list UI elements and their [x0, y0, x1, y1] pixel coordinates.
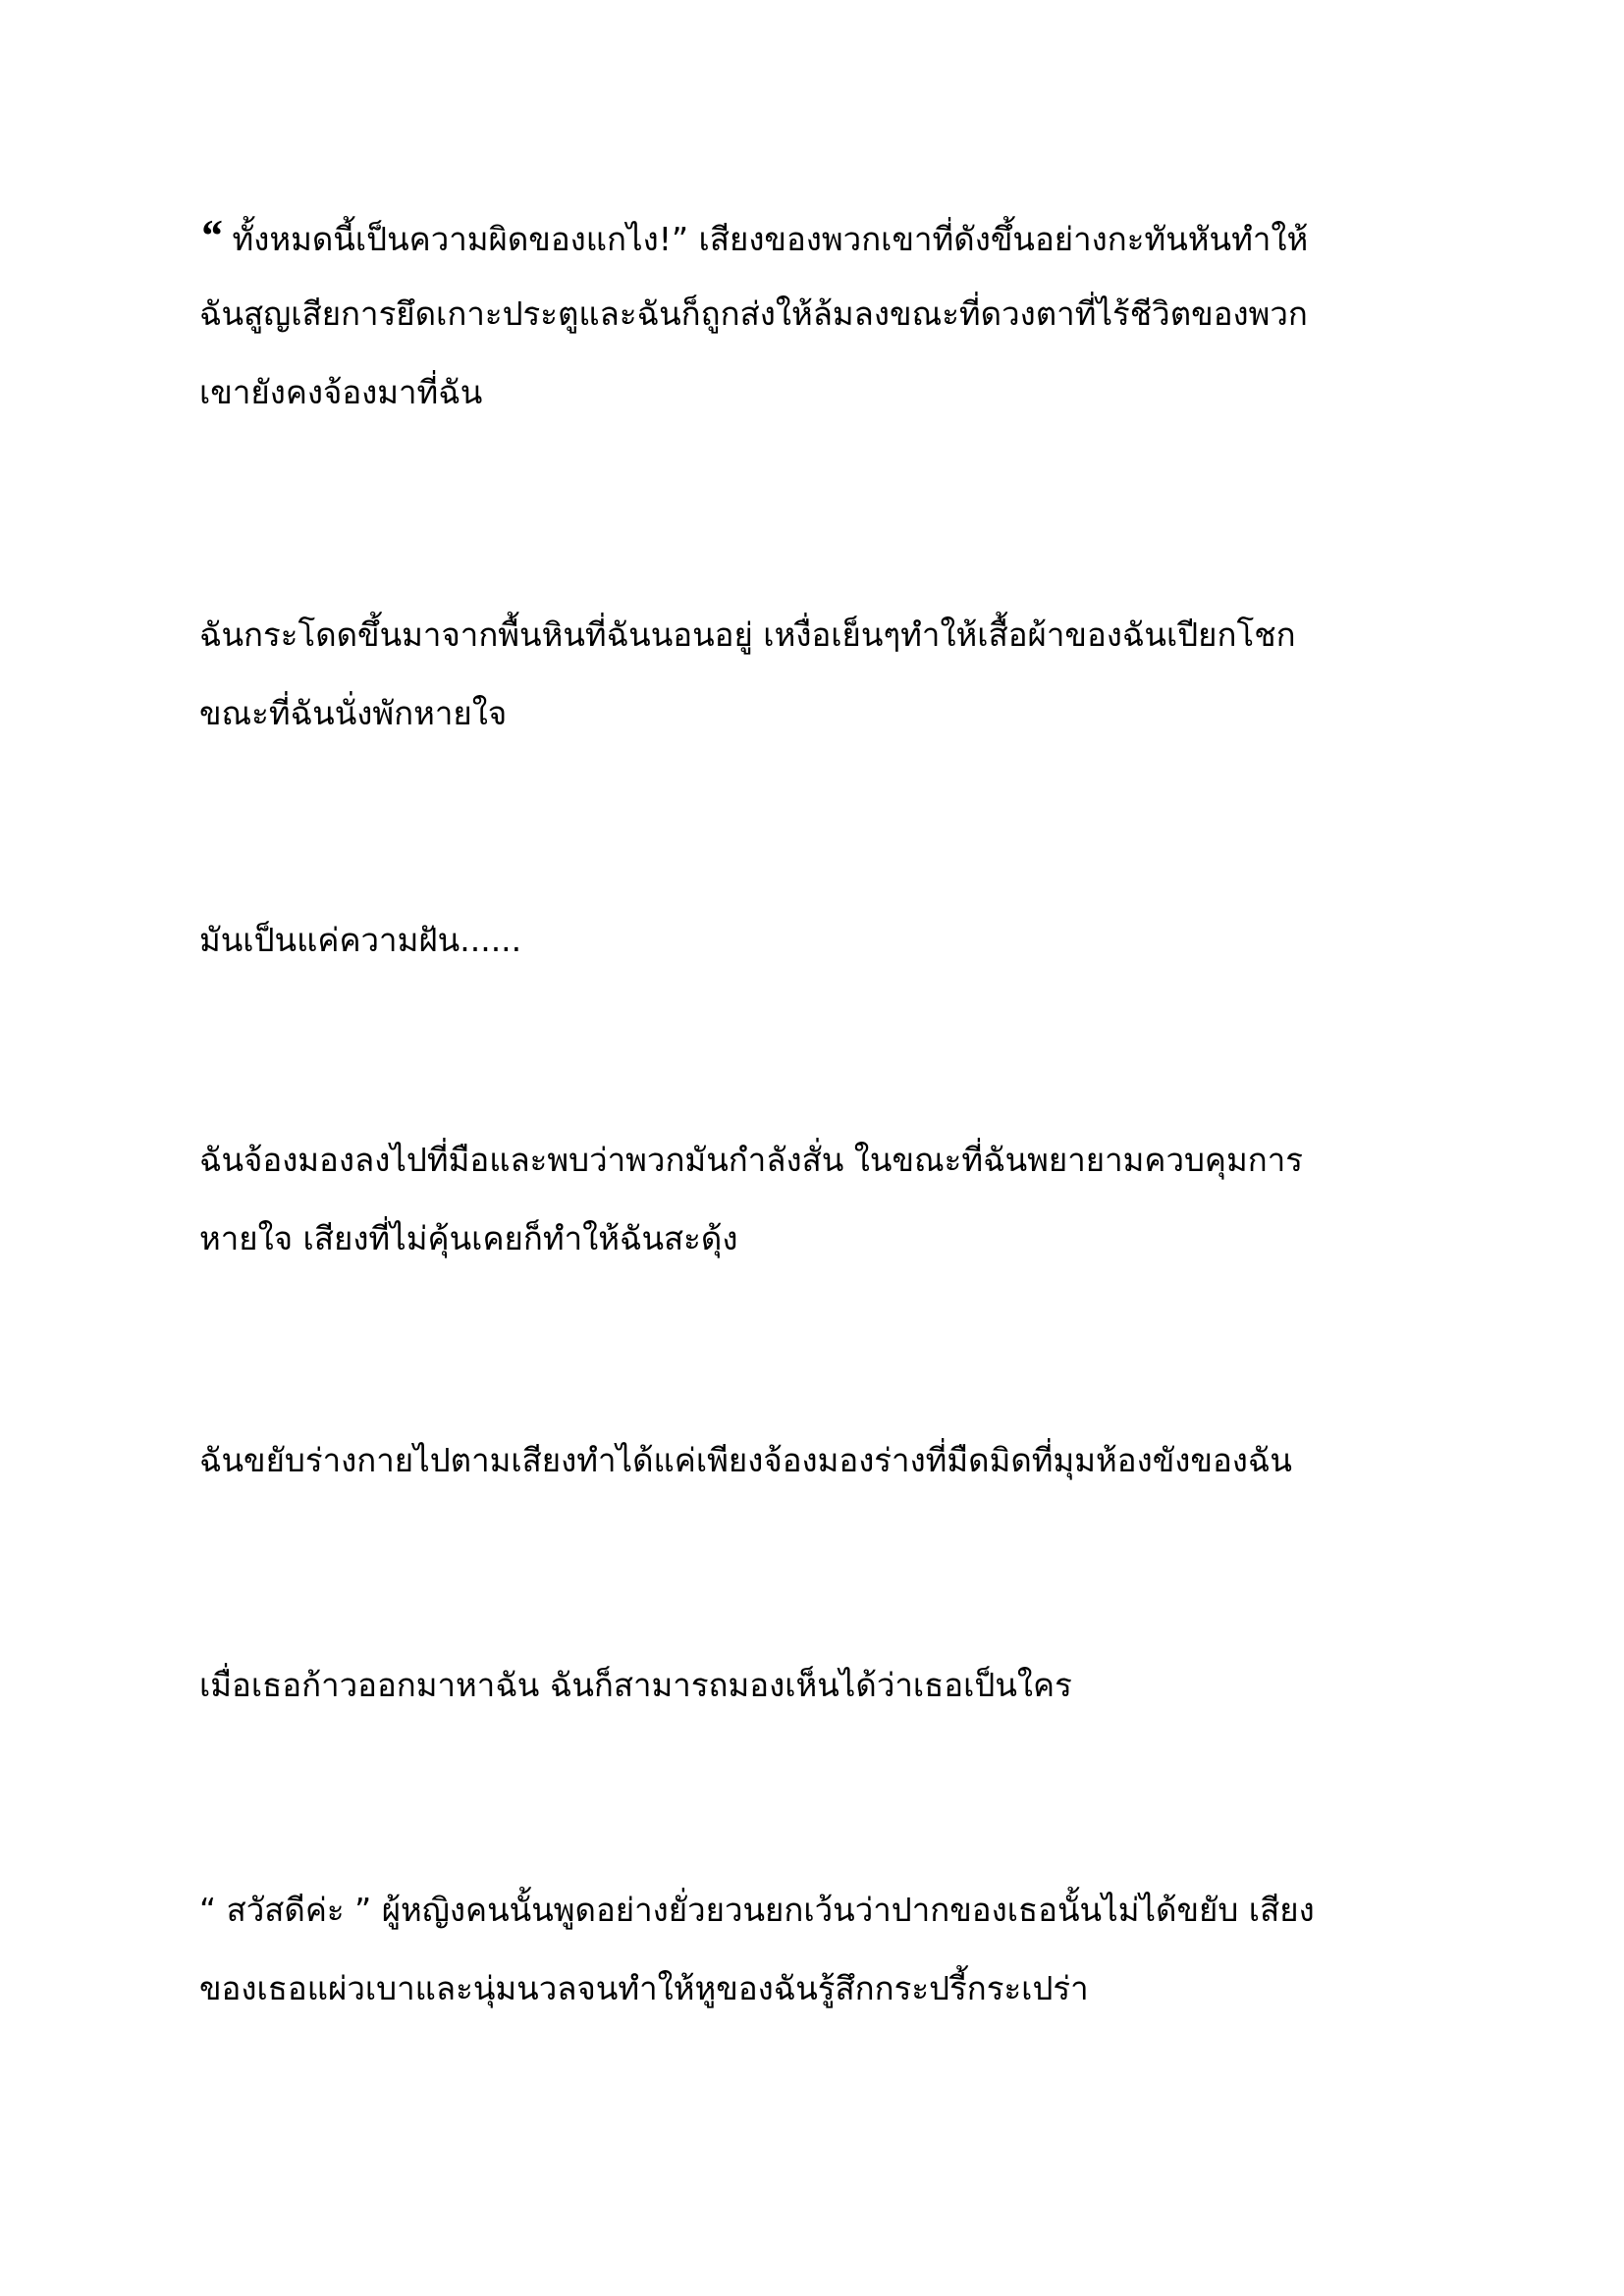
paragraph-line: มันเป็นแค่ความฝัน...... [199, 921, 522, 959]
paragraph-line: เมื่อเธอก้าวออกมาหาฉัน ฉันก็สามารถมองเห็นได้ว่าเธอเป็นใคร [199, 1666, 1072, 1704]
paragraph-line: หายใจ เสียงที่ไม่คุ้นเคยก็ทำให้ฉันสะดุ้ง [199, 1219, 738, 1257]
paragraph-line: ฉันสูญเสียการยึดเกาะประตูและฉันก็ถูกส่งให้ล้มลงขณะที่ดวงตาที่ไร้ชีวิตของพวก [199, 294, 1308, 333]
paragraph-line: ของเธอแผ่วเบาและนุ่มนวลจนทำให้หูของฉันรู้สึกกระปรี้กระเปร่า [199, 1969, 1089, 2007]
paragraph-line: เขายังคงจ้องมาที่ฉัน [199, 373, 483, 411]
paragraph-line: ฉันจ้องมองลงไปที่มือและพบว่าพวกมันกำลังสั่น ในขณะที่ฉันพยายามควบคุมการ [199, 1141, 1303, 1179]
line-text: ทั้งหมดนี้เป็นความผิดของแกไง!” เสียงของพวกเขาที่ดังขึ้นอย่างกะทันหันทำให้ [222, 220, 1309, 258]
paragraph-line: ฉันขยับร่างกายไปตามเสียงทำได้แค่เพียงจ้องมองร่างที่มืดมิดที่มุมห้องขังของฉัน [199, 1441, 1292, 1479]
open-quote-mark: “ [199, 210, 222, 260]
paragraph-line: ขณะที่ฉันนั่งพักหายใจ [199, 694, 508, 732]
paragraph-line: ฉันกระโดดขึ้นมาจากพื้นหินที่ฉันนอนอยู่ เหงื่อเย็นๆทำให้เสื้อผ้าของฉันเปียกโชก [199, 615, 1296, 654]
paragraph-line [199, 210, 1309, 260]
paragraph-line: “ สวัสดีค่ะ ” ผู้หญิงคนนั้นพูดอย่างยั่วยวนยกเว้นว่าปากของเธอนั้นไม่ได้ขยับ เสียง [199, 1891, 1315, 1929]
